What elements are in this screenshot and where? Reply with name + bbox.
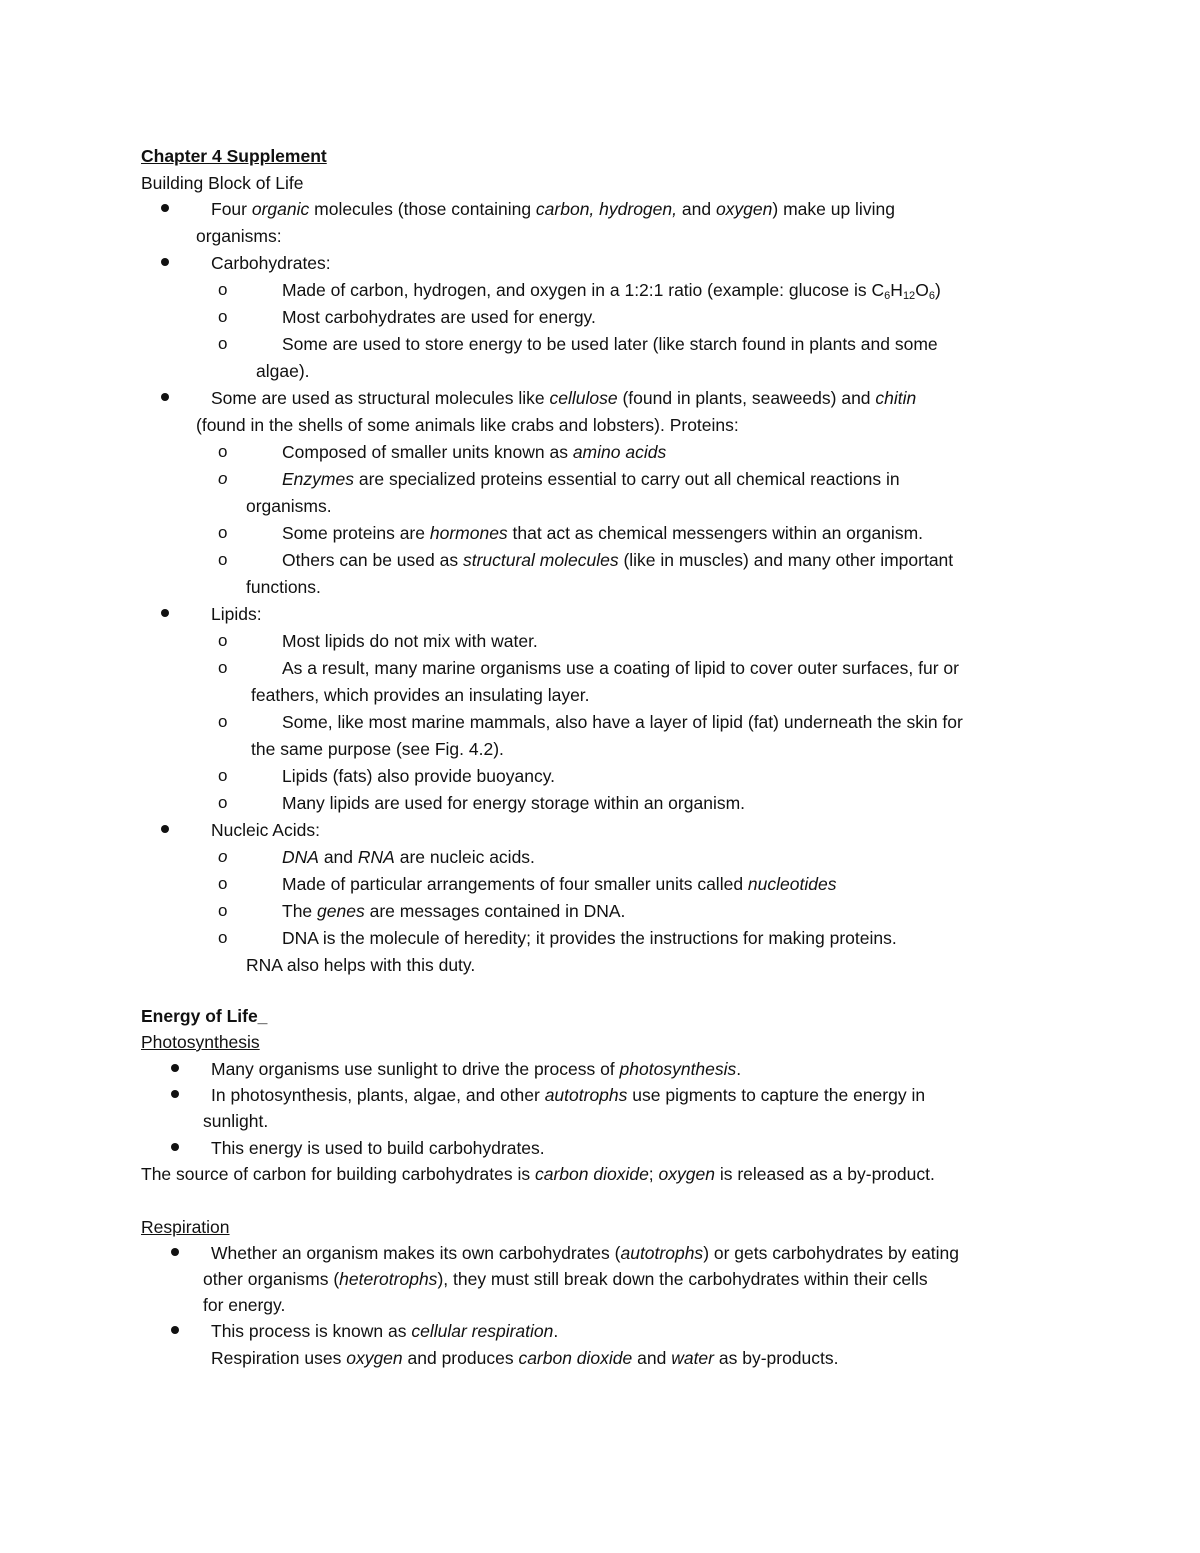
list-item: Lipids: [211, 604, 262, 624]
sub-list-item: Composed of smaller units known as amino acids [282, 442, 667, 462]
sub-list-item: The genes are messages contained in DNA. [282, 901, 626, 921]
bullet-icon [171, 1248, 179, 1256]
circle-bullet-icon: o [218, 658, 228, 677]
circle-bullet-icon: o [218, 631, 228, 650]
list-item: Carbohydrates: [211, 253, 331, 273]
list-item: In photosynthesis, plants, algae, and other autotrophs use pigments to capture the energy in [211, 1085, 926, 1105]
sub-list-item-continuation: feathers, which provides an insulating layer. [251, 685, 590, 705]
bullet-icon [161, 204, 169, 212]
circle-bullet-icon: o [218, 280, 228, 299]
bullet-icon [171, 1143, 179, 1151]
bullet-icon [161, 825, 169, 833]
list-item: Some are used as structural molecules like cellulose (found in plants, seaweeds) and chitin [211, 388, 917, 408]
sub-list-item-continuation: algae). [256, 361, 310, 381]
sub-list-item: Others can be used as structural molecules (like in muscles) and many other important [282, 550, 954, 570]
list-item-continuation: for energy. [203, 1295, 286, 1315]
circle-bullet-icon: o [218, 442, 228, 461]
circle-bullet-icon: o [218, 712, 228, 731]
list-item: This process is known as cellular respiration. [211, 1321, 559, 1341]
circle-bullet-icon: o [218, 901, 228, 920]
section-heading-energy: Energy of Life_ [141, 1006, 268, 1026]
subheading-respiration: Respiration [141, 1217, 230, 1237]
bullet-icon [171, 1064, 179, 1072]
list-item: Whether an organism makes its own carbohydrates (autotrophs) or gets carbohydrates by eating [211, 1243, 960, 1263]
sub-list-item-continuation: RNA also helps with this duty. [246, 955, 476, 975]
sub-list-item: Enzymes are specialized proteins essential to carry out all chemical reactions in [282, 469, 900, 489]
list-item: Nucleic Acids: [211, 820, 320, 840]
sub-list-item: Many lipids are used for energy storage within an organism. [282, 793, 746, 813]
sub-list-item: DNA is the molecule of heredity; it provides the instructions for making proteins. [282, 928, 897, 948]
circle-bullet-icon: o [218, 847, 228, 866]
circle-bullet-icon: o [218, 928, 228, 947]
bullet-icon [161, 258, 169, 266]
document-title: Chapter 4 Supplement [141, 146, 327, 166]
sub-list-item: Made of particular arrangements of four smaller units called nucleotides [282, 874, 837, 894]
list-item-continuation: organisms: [196, 226, 282, 246]
circle-bullet-icon: o [218, 334, 228, 353]
bullet-icon [171, 1326, 179, 1334]
sub-list-item: DNA and RNA are nucleic acids. [282, 847, 535, 867]
circle-bullet-icon: o [218, 469, 228, 488]
sub-list-item: Lipids (fats) also provide buoyancy. [282, 766, 556, 786]
list-item: Four organic molecules (those containing carbon, hydrogen, and oxygen) make up living [211, 199, 895, 219]
bullet-icon [161, 393, 169, 401]
sub-list-item-continuation: the same purpose (see Fig. 4.2). [251, 739, 504, 759]
list-item-continuation: other organisms (heterotrophs), they must still break down the carbohydrates within their cells [203, 1269, 928, 1289]
circle-bullet-icon: o [218, 874, 228, 893]
sub-list-item: Most lipids do not mix with water. [282, 631, 538, 651]
subheading-photosynthesis: Photosynthesis [141, 1032, 260, 1052]
sub-list-item: Some are used to store energy to be used later (like starch found in plants and some [282, 334, 938, 354]
sub-list-item: Some proteins are hormones that act as chemical messengers within an organism. [282, 523, 924, 543]
list-item: Many organisms use sunlight to drive the process of photosynthesis. [211, 1059, 742, 1079]
sub-list-item: Most carbohydrates are used for energy. [282, 307, 596, 327]
sub-list-item-continuation: functions. [246, 577, 321, 597]
circle-bullet-icon: o [218, 307, 228, 326]
circle-bullet-icon: o [218, 766, 228, 785]
circle-bullet-icon: o [218, 793, 228, 812]
sub-list-item: Made of carbon, hydrogen, and oxygen in a 1:2:1 ratio (example: glucose is $C_6H_{12}O_6$) [282, 280, 941, 302]
section-heading-building-block: Building Block of Life [141, 173, 304, 193]
sub-list-item: As a result, many marine organisms use a coating of lipid to cover outer surfaces, fur or [282, 658, 959, 678]
bullet-icon [161, 609, 169, 617]
sub-list-item-continuation: organisms. [246, 496, 332, 516]
list-item: This energy is used to build carbohydrates. [211, 1138, 545, 1158]
sub-list-item: Some, like most marine mammals, also have a layer of lipid (fat) underneath the skin for [282, 712, 963, 732]
paragraph: The source of carbon for building carbohydrates is carbon dioxide; oxygen is released as a by-product. [141, 1164, 935, 1184]
list-item-continuation: (found in the shells of some animals like crabs and lobsters). Proteins: [196, 415, 739, 435]
list-item-continuation: sunlight. [203, 1111, 269, 1131]
bullet-icon [171, 1090, 179, 1098]
circle-bullet-icon: o [218, 523, 228, 542]
list-item-continuation: Respiration uses oxygen and produces carbon dioxide and water as by-products. [211, 1348, 839, 1368]
circle-bullet-icon: o [218, 550, 228, 569]
